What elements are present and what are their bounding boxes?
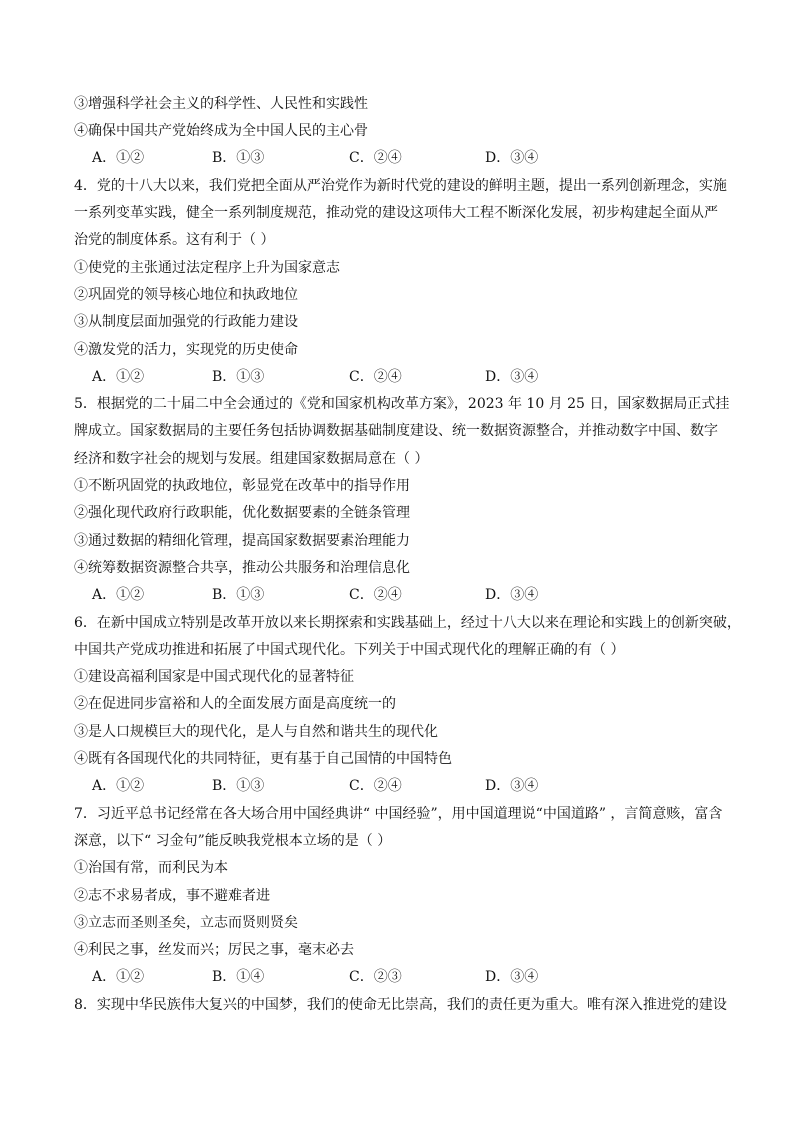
q4-item-1: ①使党的主张通过法定程序上升为国家意志 [74, 260, 340, 276]
q7-option-b: B．①④ [212, 969, 265, 985]
q7-stem-line-2: 深意，以下“ 习金句”能反映我党根本立场的是（ ） [74, 833, 392, 849]
q3-item-3: ③增强科学社会主义的科学性、人民性和实践性 [74, 96, 368, 112]
q5-stem-line-3: 经济和数字社会的规划与发展。组建国家数据局意在（ ） [74, 451, 429, 467]
q5-item-2: ②强化现代政府行政职能，优化数据要素的全链条管理 [74, 505, 410, 521]
q8-stem-line-1: 8．实现中华民族伟大复兴的中国梦，我们的使命无比崇高，我们的责任更为重大。唯有深入推进党的建设 [74, 997, 727, 1013]
q4-stem-line-2: 一系列变革实践，健全一系列制度规范，推动党的建设这项伟大工程不断深化发展，初步构建起全面从严 [74, 205, 718, 221]
q5-option-c: C．②④ [349, 587, 402, 603]
q6-option-a: A．①② [92, 778, 145, 794]
q7-item-1: ①治国有常，而利民为本 [74, 860, 228, 876]
q6-item-1: ①建设高福利国家是中国式现代化的显著特征 [74, 669, 354, 685]
q4-item-4: ④激发党的活力，实现党的历史使命 [74, 342, 298, 358]
q3-item-4: ④确保中国共产党始终成为全中国人民的主心骨 [74, 123, 368, 139]
q6-option-d: D．③④ [485, 778, 539, 794]
q6-option-c: C．②④ [349, 778, 402, 794]
q6-item-4: ④既有各国现代化的共同特征，更有基于自己国情的中国特色 [74, 751, 452, 767]
q6-item-3: ③是人口规模巨大的现代化，是人与自然和谐共生的现代化 [74, 724, 438, 740]
q5-item-4: ④统筹数据资源整合共享，推动公共服务和治理信息化 [74, 560, 410, 576]
q5-option-a: A．①② [92, 587, 145, 603]
q4-option-b: B．①③ [212, 369, 265, 385]
q7-option-c: C．②③ [349, 969, 402, 985]
q5-item-1: ①不断巩固党的执政地位，彰显党在改革中的指导作用 [74, 478, 410, 494]
q7-item-4: ④利民之事，丝发而兴；厉民之事，毫末必去 [74, 942, 354, 958]
q3-option-a: A．①② [92, 150, 145, 166]
q4-item-2: ②巩固党的领导核心地位和执政地位 [74, 287, 298, 303]
q7-item-2: ②志不求易者成，事不避难者进 [74, 888, 270, 904]
q3-option-b: B．①③ [212, 150, 265, 166]
q5-option-b: B．①③ [212, 587, 265, 603]
q4-stem-line-1: 4．党的十八大以来，我们党把全面从严治党作为新时代党的建设的鲜明主题，提出一系列创新理念，实施 [74, 178, 727, 194]
q7-option-d: D．③④ [485, 969, 539, 985]
q6-option-b: B．①③ [212, 778, 265, 794]
q6-stem-line-1: 6．在新中国成立特别是改革开放以来长期探索和实践基础上，经过十八大以来在理论和实践上的创新突破， [74, 615, 741, 631]
q5-item-3: ③通过数据的精细化管理，提高国家数据要素治理能力 [74, 533, 410, 549]
q5-option-d: D．③④ [485, 587, 539, 603]
q6-stem-line-2: 中国共产党成功推进和拓展了中国式现代化。下列关于中国式现代化的理解正确的有（ ） [74, 642, 625, 658]
q3-option-d: D．③④ [485, 150, 539, 166]
q5-stem-line-1: 5．根据党的二十届二中全会通过的《党和国家机构改革方案》，2023 年 10 月 25 日，国家数据局正式挂 [74, 396, 730, 412]
q4-item-3: ③从制度层面加强党的行政能力建设 [74, 314, 298, 330]
q4-option-c: C．②④ [349, 369, 402, 385]
q6-item-2: ②在促进同步富裕和人的全面发展方面是高度统一的 [74, 696, 396, 712]
q7-item-3: ③立志而圣则圣矣，立志而贤则贤矣 [74, 915, 298, 931]
q4-stem-line-3: 治党的制度体系。这有利于（ ） [74, 232, 275, 248]
q4-option-d: D．③④ [485, 369, 539, 385]
q5-stem-line-2: 牌成立。国家数据局的主要任务包括协调数据基础制度建设、统一数据资源整合，并推动数字中国、数字 [74, 423, 718, 439]
q7-stem-line-1: 7．习近平总书记经常在各大场合用中国经典讲“ 中国经验”，用中国道理说“中国道路” ，言简意赅，富含 [74, 806, 723, 822]
q3-option-c: C．②④ [349, 150, 402, 166]
q4-option-a: A．①② [92, 369, 145, 385]
q7-option-a: A．①② [92, 969, 145, 985]
